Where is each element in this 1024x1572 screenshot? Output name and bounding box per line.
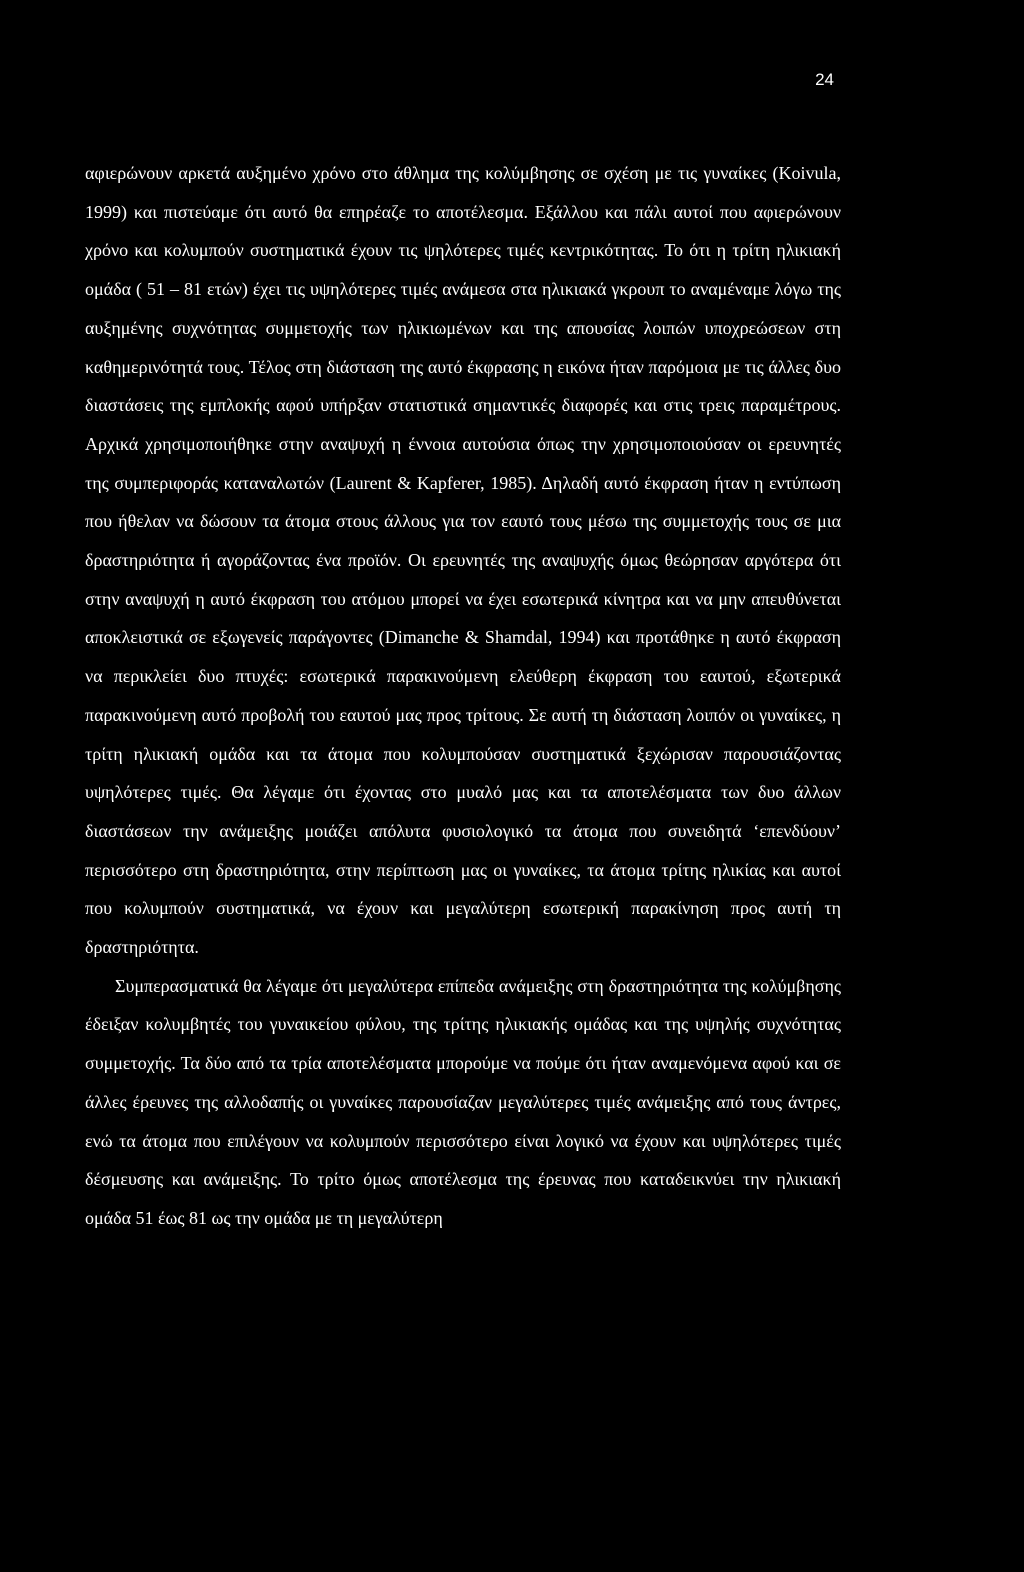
body-text — [85, 154, 841, 1238]
paragraph-continuation: αφιερώνουν αρκετά αυξημένο χρόνο στο άθλημα της κολύμβησης σε σχέση με τις γυναίκες (Koivula, 1999) και πιστεύαμε ότι αυτό θα επηρέαζε το αποτέλεσμα. Εξάλλου και πάλι αυτοί που αφιερώνουν χρόνο και κολυμπούν συστηματικά έχουν τις ψηλότερες τιμές κεντρικότητας. Το ότι η τρίτη ηλικιακή ομάδα ( 51 – 81 ετών) έχει τις υψηλότερες τιμές ανάμεσα στα ηλικιακά γκρουπ το αναμέναμε λόγω της αυξημένης συχνότητας συμμετοχής των ηλικιωμένων και της απουσίας λοιπών υποχρεώσεων στη καθημερινότητά τους. Τέλος στη διάσταση της αυτό έκφρασης η εικόνα ήταν παρόμοια με τις άλλες δυο διαστάσεις της εμπλοκής αφού υπήρξαν στατιστικά σημαντικές διαφορές και στις τρεις παραμέτρους. Αρχικά χρησιμοποιήθηκε στην αναψυχή η έννοια αυτούσια όπως την χρησιμοποιούσαν οι ερευνητές της συμπεριφοράς καταναλωτών (Laurent & Kapferer, 1985). Δηλαδή αυτό έκφραση ήταν η εντύπωση που ήθελαν να δώσουν τα άτομα στους άλλους για τον εαυτό τους μέσω της συμμετοχής τους σε μια δραστηριότητα ή αγοράζοντας ένα προϊόν. Οι ερευνητές της αναψυχής όμως θεώρησαν αργότερα ότι στην αναψυχή η αυτό έκφραση του ατόμου μπορεί να έχει εσωτερικά κίνητρα και να μην απευθύνεται αποκλειστικά σε εξωγενείς παράγοντες (Dimanche & Shamdal, 1994) και προτάθηκε η αυτό έκφραση να περικλείει δυο πτυχές: εσωτερικά παρακινούμενη ελεύθερη έκφραση του εαυτού, εξωτερικά παρακινούμενη αυτό προβολή του εαυτού μας προς τρίτους. Σε αυτή τη διάσταση λοιπόν οι γυναίκες, η τρίτη ηλικιακή ομάδα και τα άτομα που κολυμπούσαν συστηματικά ξεχώρισαν παρουσιάζοντας υψηλότερες τιμές. Θα λέγαμε ότι έχοντας στο μυαλό μας και τα αποτελέσματα των δυο άλλων διαστάσεων την ανάμειξης μοιάζει απόλυτα φυσιολογικό τα άτομα που συνειδητά ‘επενδύουν’ περισσότερο στη δραστηριότητα, στην περίπτωση μας οι γυναίκες, τα άτομα τρίτης ηλικίας και αυτοί που κολυμπούν συστηματικά, να έχουν και μεγαλύτερη εσωτερική παρακίνηση προς αυτή τη δραστηριότητα. — [85, 163, 841, 958]
paragraph-conclusion: Συμπερασματικά θα λέγαμε ότι μεγαλύτερα επίπεδα ανάμειξης στη δραστηριότητα της κολύμβησης έδειξαν κολυμβητές του γυναικείου φύλου, της τρίτης ηλικιακής ομάδας και της υψηλής συχνότητας συμμετοχής. Τα δύο από τα τρία αποτελέσματα μπορούμε να πούμε ότι ήταν αναμενόμενα αφού και σε άλλες έρευνες της αλλοδαπής οι γυναίκες παρουσίαζαν μεγαλύτερες τιμές ανάμειξης από τους άντρες, ενώ τα άτομα που επιλέγουν να κολυμπούν περισσότερο είναι λογικό να έχουν και υψηλότερες τιμές δέσμευσης και ανάμειξης. Το τρίτο όμως αποτέλεσμα της έρευνας που καταδεικνύει την ηλικιακή ομάδα 51 έως 81 ως την ομάδα με τη μεγαλύτερη — [85, 975, 841, 1228]
page-number: 24 — [815, 70, 834, 89]
